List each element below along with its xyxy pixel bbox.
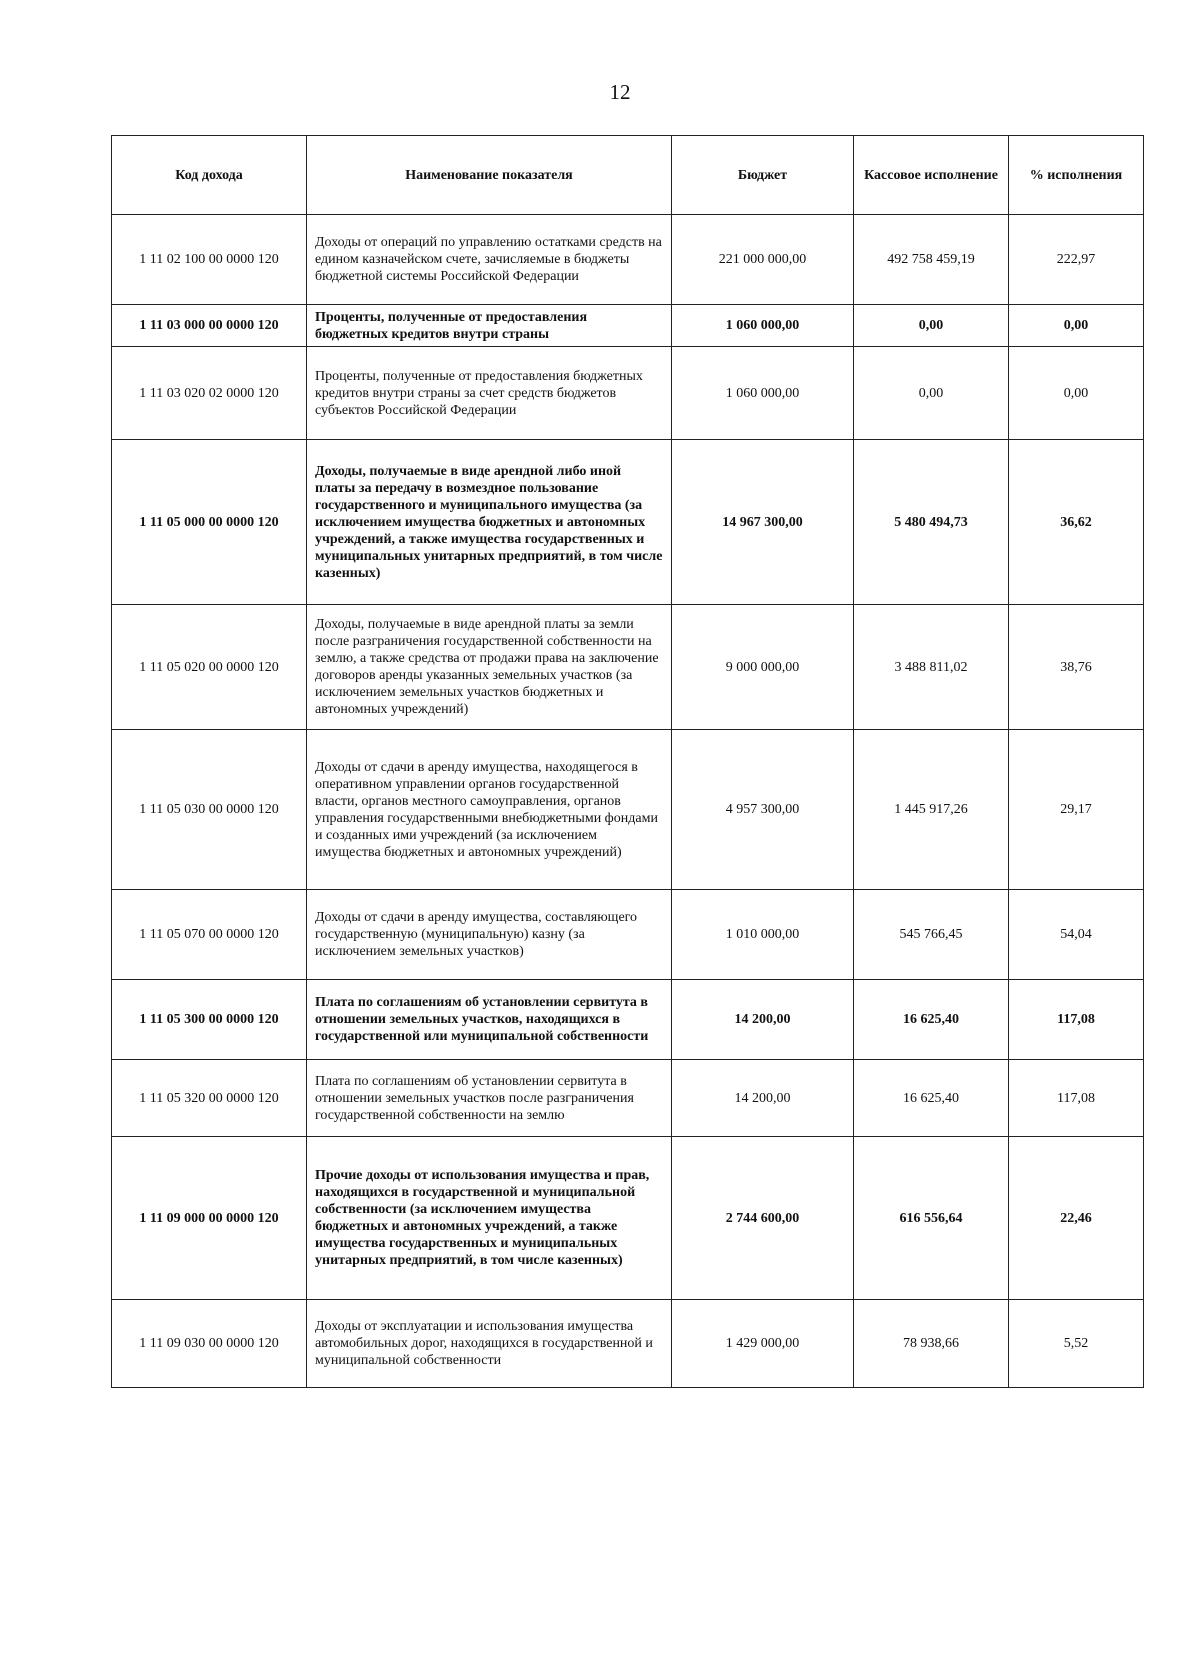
execution-cell: 3 488 811,02 — [854, 605, 1009, 730]
table-row — [112, 305, 1144, 347]
table-row — [112, 440, 1144, 605]
execution-cell: 492 758 459,19 — [854, 215, 1009, 305]
percent-cell: 0,00 — [1009, 347, 1144, 440]
income-code-cell: 1 11 09 000 00 0000 120 — [112, 1137, 307, 1300]
income-code-cell: 1 11 03 020 02 0000 120 — [112, 347, 307, 440]
revenue-table — [111, 135, 1144, 1388]
execution-cell: 78 938,66 — [854, 1300, 1009, 1388]
header-execution: Кассовое исполнение — [854, 136, 1009, 215]
table-header-row — [112, 136, 1144, 215]
budget-cell: 1 060 000,00 — [672, 305, 854, 347]
budget-cell: 14 200,00 — [672, 1060, 854, 1137]
page-number: 12 — [609, 80, 631, 104]
income-code-cell: 1 11 05 020 00 0000 120 — [112, 605, 307, 730]
indicator-name-cell: Проценты, полученные от предоставления бюджетных кредитов внутри страны — [307, 305, 672, 347]
budget-cell: 1 060 000,00 — [672, 347, 854, 440]
budget-cell: 1 010 000,00 — [672, 890, 854, 980]
income-code-cell: 1 11 05 300 00 0000 120 — [112, 980, 307, 1060]
percent-cell: 117,08 — [1009, 980, 1144, 1060]
percent-cell: 222,97 — [1009, 215, 1144, 305]
indicator-name-cell: Доходы от сдачи в аренду имущества, составляющего государственную (муниципальную) казну (за исключением земельных участков) — [307, 890, 672, 980]
indicator-name-cell: Доходы от сдачи в аренду имущества, находящегося в оперативном управлении органов государственной власти, органов местного самоуправления, органов управления государственными внебюджетными фондами и созданных ими учреждений (за исключением имущества бюджетных и автономных учреждений) — [307, 730, 672, 890]
execution-cell: 16 625,40 — [854, 980, 1009, 1060]
percent-cell: 5,52 — [1009, 1300, 1144, 1388]
indicator-name-cell: Плата по соглашениям об установлении сервитута в отношении земельных участков после разграничения государственной собственности на землю — [307, 1060, 672, 1137]
table-row — [112, 215, 1144, 305]
percent-cell: 38,76 — [1009, 605, 1144, 730]
indicator-name-cell: Доходы от операций по управлению остатками средств на едином казначейском счете, зачисляемые в бюджеты бюджетной системы Российской Федерации — [307, 215, 672, 305]
income-code-cell: 1 11 02 100 00 0000 120 — [112, 215, 307, 305]
budget-cell: 221 000 000,00 — [672, 215, 854, 305]
percent-cell: 54,04 — [1009, 890, 1144, 980]
execution-cell: 616 556,64 — [854, 1137, 1009, 1300]
execution-cell: 0,00 — [854, 347, 1009, 440]
execution-cell: 0,00 — [854, 305, 1009, 347]
execution-cell: 16 625,40 — [854, 1060, 1009, 1137]
percent-cell: 36,62 — [1009, 440, 1144, 605]
table-row — [112, 730, 1144, 890]
indicator-name-cell: Прочие доходы от использования имущества и прав, находящихся в государственной и муниципальной собственности (за исключением имущества бюджетных и автономных учреждений, а также имущества государственных и муниципальных унитарных предприятий, в том числе казенных) — [307, 1137, 672, 1300]
percent-cell: 22,46 — [1009, 1137, 1144, 1300]
header-name: Наименование показателя — [307, 136, 672, 215]
budget-cell: 1 429 000,00 — [672, 1300, 854, 1388]
table-row — [112, 347, 1144, 440]
budget-cell: 9 000 000,00 — [672, 605, 854, 730]
income-code-cell: 1 11 09 030 00 0000 120 — [112, 1300, 307, 1388]
header-budget: Бюджет — [672, 136, 854, 215]
table-row — [112, 890, 1144, 980]
table-row — [112, 1137, 1144, 1300]
table-row — [112, 1060, 1144, 1137]
percent-cell: 117,08 — [1009, 1060, 1144, 1137]
table-row — [112, 980, 1144, 1060]
execution-cell: 545 766,45 — [854, 890, 1009, 980]
income-code-cell: 1 11 05 000 00 0000 120 — [112, 440, 307, 605]
indicator-name-cell: Доходы, получаемые в виде арендной платы за земли после разграничения государственной собственности на землю, а также средства от продажи права на заключение договоров аренды указанных земельных участков (за исключением земельных участков бюджетных и автономных учреждений) — [307, 605, 672, 730]
header-percent: % исполнения — [1009, 136, 1144, 215]
income-code-cell: 1 11 05 070 00 0000 120 — [112, 890, 307, 980]
header-code: Код дохода — [112, 136, 307, 215]
execution-cell: 1 445 917,26 — [854, 730, 1009, 890]
budget-cell: 2 744 600,00 — [672, 1137, 854, 1300]
budget-cell: 14 967 300,00 — [672, 440, 854, 605]
income-code-cell: 1 11 03 000 00 0000 120 — [112, 305, 307, 347]
table-row — [112, 1300, 1144, 1388]
percent-cell: 0,00 — [1009, 305, 1144, 347]
execution-cell: 5 480 494,73 — [854, 440, 1009, 605]
table-row — [112, 605, 1144, 730]
budget-cell: 14 200,00 — [672, 980, 854, 1060]
budget-cell: 4 957 300,00 — [672, 730, 854, 890]
percent-cell: 29,17 — [1009, 730, 1144, 890]
indicator-name-cell: Доходы, получаемые в виде арендной либо иной платы за передачу в возмездное пользование государственного и муниципального имущества (за исключением имущества бюджетных и автономных учреждений, а также имущества государственных и муниципальных унитарных предприятий, в том числе казенных) — [307, 440, 672, 605]
income-code-cell: 1 11 05 030 00 0000 120 — [112, 730, 307, 890]
indicator-name-cell: Плата по соглашениям об установлении сервитута в отношении земельных участков, находящихся в государственной или муниципальной собственности — [307, 980, 672, 1060]
income-code-cell: 1 11 05 320 00 0000 120 — [112, 1060, 307, 1137]
indicator-name-cell: Доходы от эксплуатации и использования имущества автомобильных дорог, находящихся в государственной и муниципальной собственности — [307, 1300, 672, 1388]
indicator-name-cell: Проценты, полученные от предоставления бюджетных кредитов внутри страны за счет средств бюджетов субъектов Российской Федерации — [307, 347, 672, 440]
